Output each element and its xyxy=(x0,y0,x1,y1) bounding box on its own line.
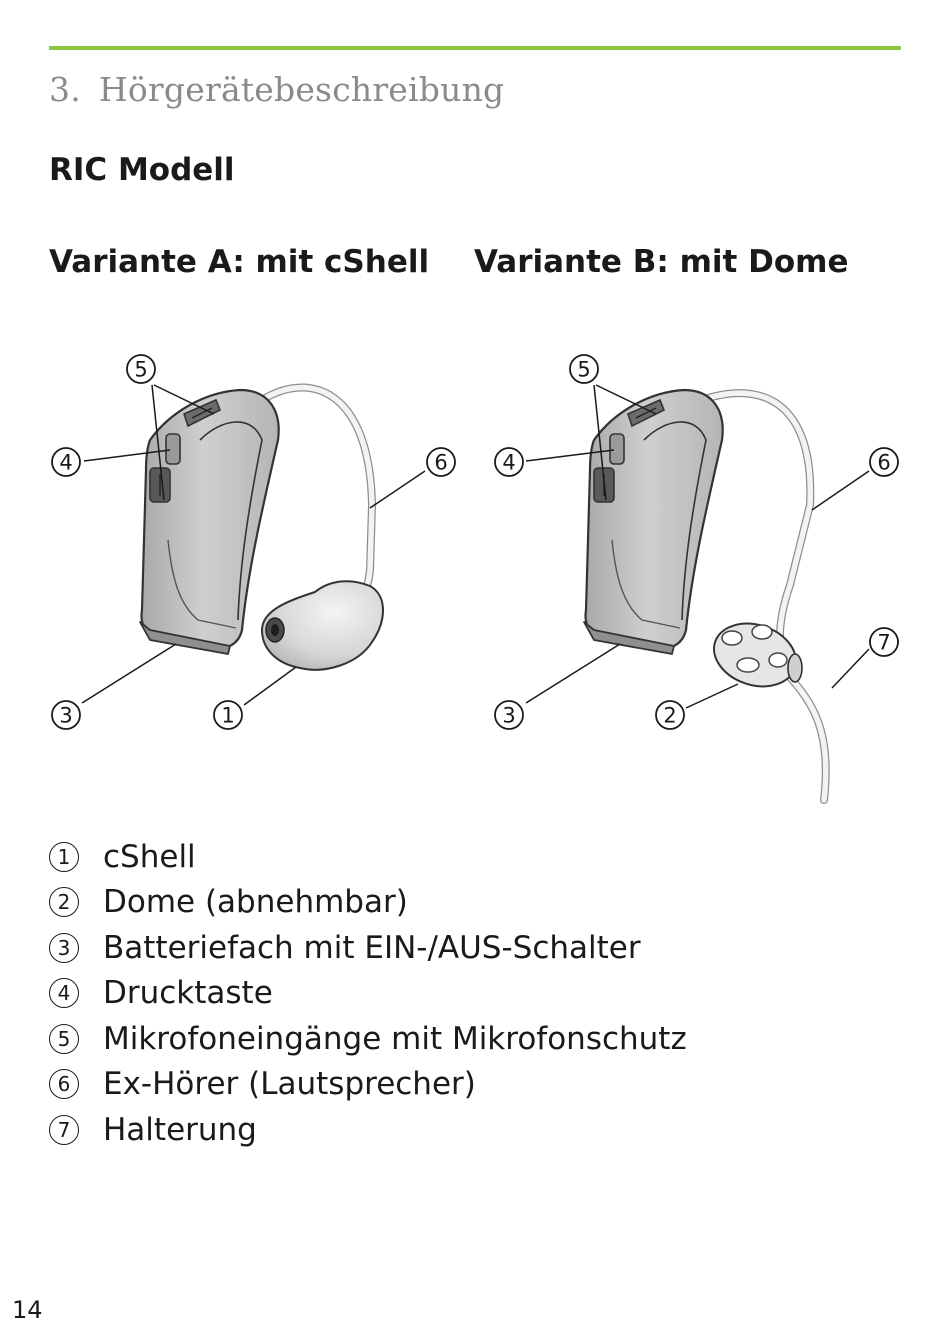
svg-text:1: 1 xyxy=(221,703,235,728)
variant-b-heading: Variante B: mit Dome xyxy=(474,244,849,280)
legend-item xyxy=(49,880,687,926)
legend-number: 4 xyxy=(49,978,79,1008)
legend-label: Mikrofoneingänge mit Mikrofonschutz xyxy=(103,1020,687,1057)
legend-label: Dome (abnehmbar) xyxy=(103,884,408,921)
section-heading xyxy=(49,70,504,109)
variant-a-heading: Variante A: mit cShell xyxy=(49,244,430,280)
callout-a-4 xyxy=(52,448,80,476)
page-number: 14 xyxy=(12,1296,43,1324)
legend-number: 6 xyxy=(49,1069,79,1099)
svg-text:3: 3 xyxy=(502,703,516,728)
variant-a-device xyxy=(52,355,455,729)
device-illustration xyxy=(0,330,950,820)
svg-text:2: 2 xyxy=(663,703,677,728)
callout-b-6 xyxy=(870,448,898,476)
legend-number: 3 xyxy=(49,933,79,963)
callout-a-6 xyxy=(427,448,455,476)
model-title: RIC Modell xyxy=(49,152,235,188)
svg-text:5: 5 xyxy=(577,357,591,382)
legend-item xyxy=(49,1016,687,1062)
svg-text:6: 6 xyxy=(877,450,891,475)
legend-number: 2 xyxy=(49,887,79,917)
legend-item xyxy=(49,971,687,1017)
legend-item xyxy=(49,925,687,971)
legend-number: 7 xyxy=(49,1115,79,1145)
legend-label: cShell xyxy=(103,838,196,875)
svg-text:6: 6 xyxy=(434,450,448,475)
legend-number: 5 xyxy=(49,1024,79,1054)
legend-label: Halterung xyxy=(103,1111,257,1148)
header-rule xyxy=(49,46,901,50)
svg-text:4: 4 xyxy=(502,450,516,475)
parts-legend xyxy=(49,834,687,1153)
svg-text:7: 7 xyxy=(877,630,891,655)
callout-a-5 xyxy=(127,355,155,383)
legend-item xyxy=(49,1062,687,1108)
legend-item xyxy=(49,834,687,880)
callout-a-1 xyxy=(214,701,242,729)
legend-label: Drucktaste xyxy=(103,975,273,1012)
legend-label: Batteriefach mit EIN-/AUS-Schalter xyxy=(103,929,641,966)
svg-text:3: 3 xyxy=(59,703,73,728)
section-title: Hörgerätebeschreibung xyxy=(98,70,505,109)
callout-a-3 xyxy=(52,701,80,729)
callout-b-5 xyxy=(570,355,598,383)
legend-item xyxy=(49,1107,687,1153)
svg-text:5: 5 xyxy=(134,357,148,382)
callout-b-7 xyxy=(870,628,898,656)
callout-b-3 xyxy=(495,701,523,729)
legend-number: 1 xyxy=(49,842,79,872)
svg-text:4: 4 xyxy=(59,450,73,475)
section-number: 3. xyxy=(49,70,81,109)
variant-b-device xyxy=(495,355,898,800)
callout-b-2 xyxy=(656,701,684,729)
callout-b-4 xyxy=(495,448,523,476)
legend-label: Ex-Hörer (Lautsprecher) xyxy=(103,1066,476,1103)
